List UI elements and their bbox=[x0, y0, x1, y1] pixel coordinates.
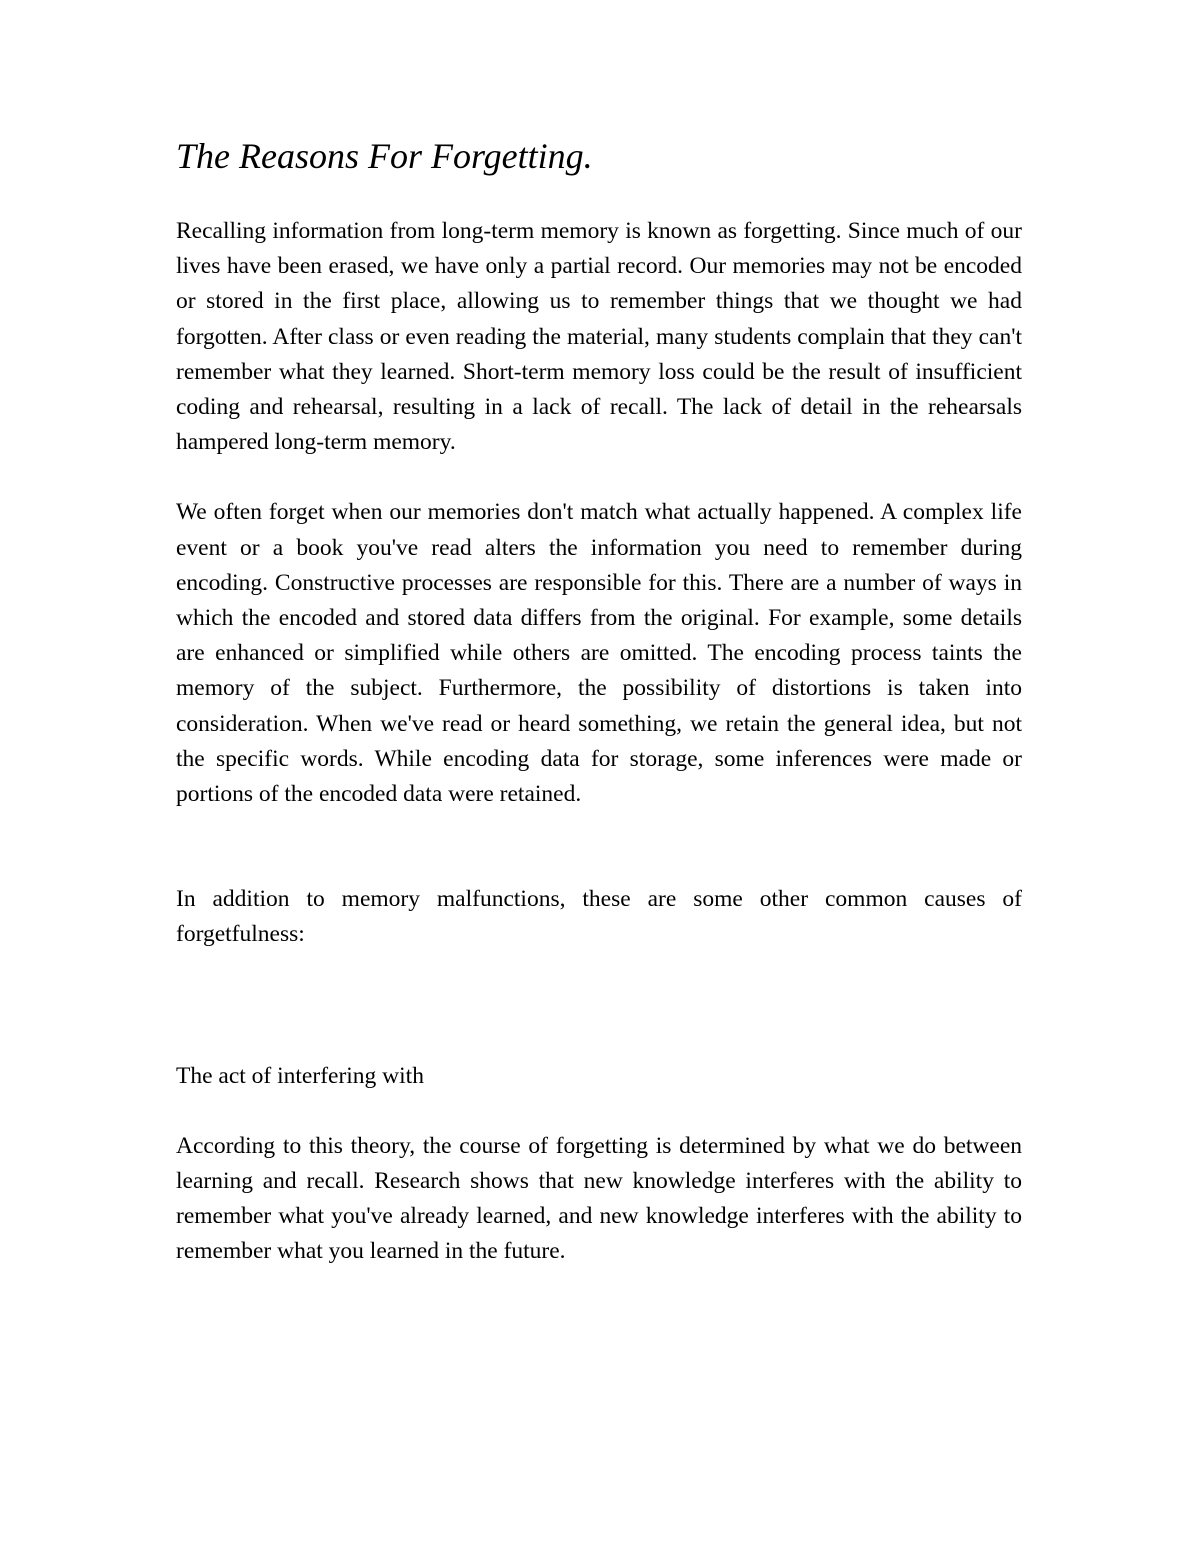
paragraph-spacer bbox=[176, 953, 1022, 1059]
paragraph-interference-theory: According to this theory, the course of forgetting is determined by what we do between learning and recall. Research shows that new knowledge interferes with the ability to remember what you've already learned, and new knowledge interferes with the ability to remember what you learned in the future. bbox=[176, 1132, 1022, 1265]
page-title: The Reasons For Forgetting. bbox=[176, 136, 593, 176]
paragraph-spacer bbox=[176, 460, 1022, 495]
paragraph-recalling: Recalling information from long-term memory is known as forgetting. Since much of our lives have been erased, we have only a partial record. Our memories may not be encoded or stored in the first place, allowing us to remember things that we thought we had forgotten. After class or even reading the material, many students complain that they can't remember what they learned. Short-term memory loss could be the result of insufficient coding and rehearsal, resulting in a lack of recall. The lack of detail in the rehearsals hampered long-term memory. bbox=[176, 218, 1022, 456]
paragraph-causes-intro: In addition to memory malfunctions, these are some other common causes of forgetfulness: bbox=[176, 886, 1022, 948]
paragraph-spacer bbox=[176, 1094, 1022, 1129]
document-body bbox=[176, 130, 1022, 1270]
section-heading-interference: The act of interfering with bbox=[176, 1062, 424, 1089]
paragraph-forget-match: We often forget when our memories don't match what actually happened. A complex life event or a book you've read alters the information you need to remember during encoding. Constructive processes are responsible for this. There are a number of ways in which the encoded and stored data differs from the original. For example, some details are enhanced or simplified while others are omitted. The encoding process taints the memory of the subject. Furthermore, the possibility of distortions is taken into consideration. When we've read or heard something, we retain the general idea, but not the specific words. While encoding data for storage, some inferences were made or portions of the encoded data were retained. bbox=[176, 499, 1022, 808]
paragraph-spacer bbox=[176, 812, 1022, 882]
